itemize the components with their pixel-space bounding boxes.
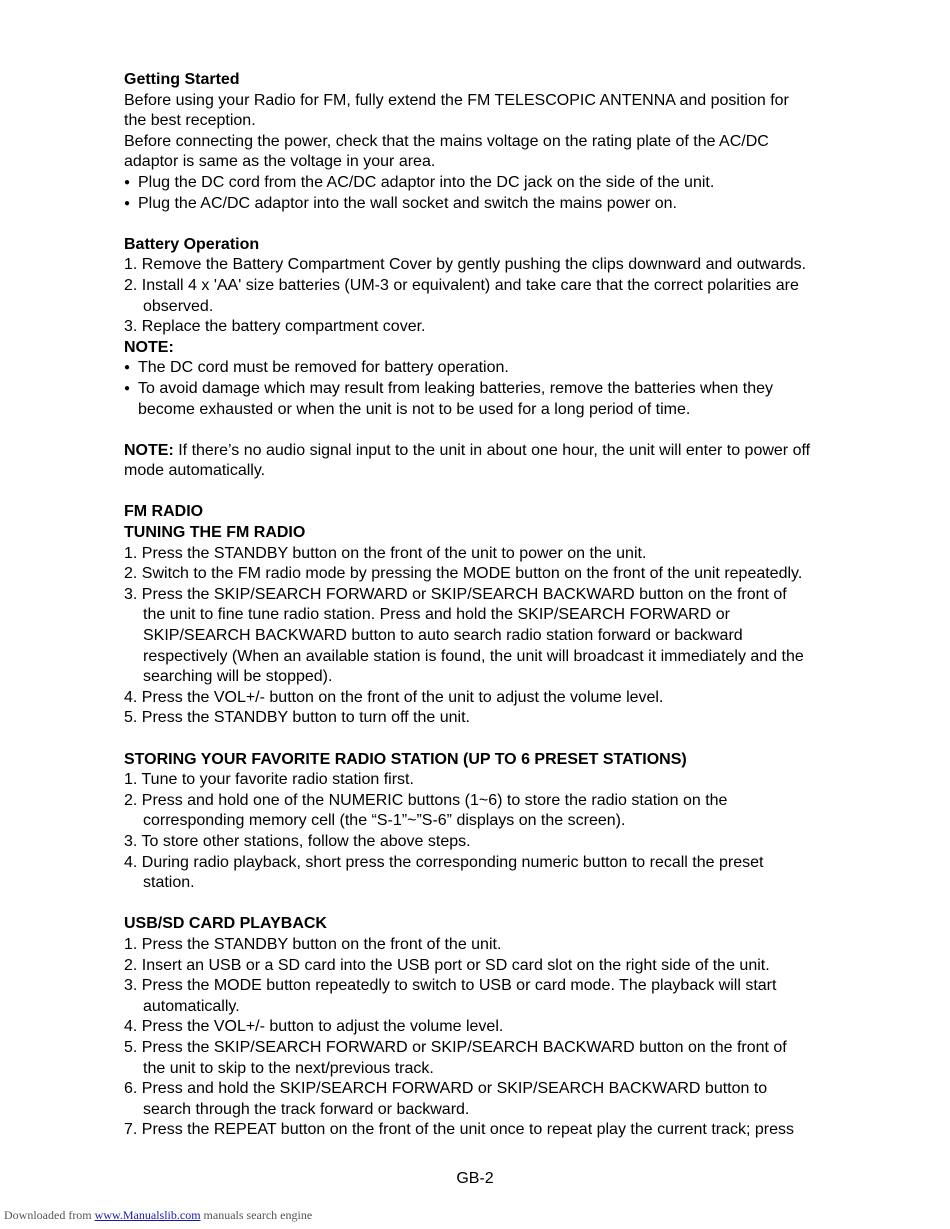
list-item: 7. Press the REPEAT button on the front of the unit once to repeat play the current track; press xyxy=(124,1121,794,1139)
bullet-item: ● Plug the DC cord from the AC/DC adaptor into the DC jack on the side of the unit. xyxy=(124,173,834,194)
manual-page xyxy=(124,70,834,1141)
section-title-getting-started: Getting Started xyxy=(124,71,240,88)
manualslib-link[interactable]: www.Manualslib.com xyxy=(94,1208,201,1222)
footer-prefix: Downloaded from xyxy=(4,1208,95,1222)
list-item-continuation: searching will be stopped). xyxy=(143,668,333,686)
note-text-continuation: mode automatically. xyxy=(124,462,266,480)
list-item: 1. Tune to your favorite radio station first. xyxy=(124,771,414,789)
note-label: NOTE: xyxy=(124,338,174,356)
list-item-continuation: station. xyxy=(143,874,195,892)
section-title-storing: STORING YOUR FAVORITE RADIO STATION (UP TO 6 PRESET STATIONS) xyxy=(124,750,687,768)
section-title-usb-sd: USB/SD CARD PLAYBACK xyxy=(124,915,327,933)
list-item: 5. Press the STANDBY button to turn off the unit. xyxy=(124,709,470,727)
paragraph-line: adaptor is same as the voltage in your area. xyxy=(124,153,436,171)
download-footer xyxy=(4,1208,312,1223)
list-item-continuation: SKIP/SEARCH BACKWARD button to auto search radio station forward or backward xyxy=(143,627,743,645)
list-item-continuation: corresponding memory cell (the “S-1”~”S-6” displays on the screen). xyxy=(143,812,626,830)
list-item: 4. During radio playback, short press the corresponding numeric button to recall the preset xyxy=(124,853,764,871)
page-number: GB-2 xyxy=(456,1170,494,1187)
list-item: 5. Press the SKIP/SEARCH FORWARD or SKIP/SEARCH BACKWARD button on the front of xyxy=(124,1038,787,1056)
list-item: 3. Replace the battery compartment cover. xyxy=(124,318,426,336)
list-item: 2. Insert an USB or a SD card into the USB port or SD card slot on the right side of the unit. xyxy=(124,956,770,974)
bullet-item: ● To avoid damage which may result from leaking batteries, remove the batteries when they xyxy=(124,379,834,400)
list-item: 2. Install 4 x 'AA' size batteries (UM-3 or equivalent) and take care that the correct polarities are xyxy=(124,276,799,294)
list-item: 3. To store other stations, follow the above steps. xyxy=(124,832,471,850)
list-item-continuation: the unit to skip to the next/previous track. xyxy=(143,1059,434,1077)
footer-suffix: manuals search engine xyxy=(200,1208,313,1222)
section-title-fm-radio: FM RADIO xyxy=(124,503,204,521)
power-note xyxy=(124,441,834,462)
list-item: 3. Press the MODE button repeatedly to switch to USB or card mode. The playback will start xyxy=(124,977,777,995)
list-item-continuation: the unit to fine tune radio station. Press and hold the SKIP/SEARCH FORWARD or xyxy=(143,606,730,624)
list-item: 1. Press the STANDBY button on the front of the unit. xyxy=(124,935,502,953)
list-item: 2. Switch to the FM radio mode by pressing the MODE button on the front of the unit repeatedly. xyxy=(124,565,803,583)
paragraph-line: Before connecting the power, check that the mains voltage on the rating plate of the AC/DC xyxy=(124,132,769,150)
note-text: If there’s no audio signal input to the unit in about one hour, the unit will enter to power off xyxy=(173,441,811,459)
list-item-continuation: automatically. xyxy=(143,997,240,1015)
paragraph-line: Before using your Radio for FM, fully extend the FM TELESCOPIC ANTENNA and position for xyxy=(124,91,789,109)
list-item: 4. Press the VOL+/- button to adjust the volume level. xyxy=(124,1018,504,1036)
list-item-continuation: respectively (When an available station is found, the unit will broadcast it immediately and the xyxy=(143,647,804,665)
list-item-continuation: observed. xyxy=(143,297,214,315)
note-label: NOTE: xyxy=(124,441,174,459)
list-item: 1. Remove the Battery Compartment Cover by gently pushing the clips downward and outwards. xyxy=(124,256,807,274)
section-title-battery: Battery Operation xyxy=(124,235,260,253)
bullet-continuation: become exhausted or when the unit is not to be used for a long period of time. xyxy=(138,400,691,418)
list-item: 1. Press the STANDBY button on the front of the unit to power on the unit. xyxy=(124,544,647,562)
bullet-item: ● Plug the AC/DC adaptor into the wall socket and switch the mains power on. xyxy=(124,194,834,215)
bullet-item: ● The DC cord must be removed for battery operation. xyxy=(124,358,834,379)
subsection-title-tuning: TUNING THE FM RADIO xyxy=(124,524,306,542)
paragraph-line: the best reception. xyxy=(124,112,256,130)
list-item-continuation: search through the track forward or backward. xyxy=(143,1100,470,1118)
list-item: 2. Press and hold one of the NUMERIC buttons (1~6) to store the radio station on the xyxy=(124,791,728,809)
list-item: 6. Press and hold the SKIP/SEARCH FORWARD or SKIP/SEARCH BACKWARD button to xyxy=(124,1080,768,1098)
list-item: 3. Press the SKIP/SEARCH FORWARD or SKIP/SEARCH BACKWARD button on the front of xyxy=(124,585,787,603)
list-item: 4. Press the VOL+/- button on the front of the unit to adjust the volume level. xyxy=(124,688,664,706)
